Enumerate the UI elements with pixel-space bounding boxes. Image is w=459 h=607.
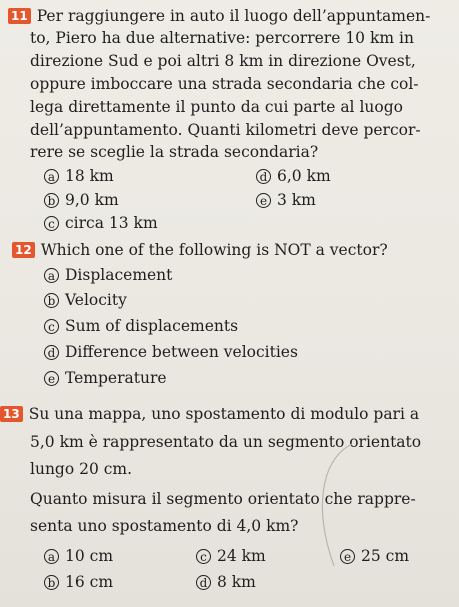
q13-option-e[interactable]: e 25 cm: [340, 546, 409, 566]
q12-option-c[interactable]: c Sum of displacements: [44, 316, 238, 336]
q13-option-c[interactable]: c 24 km: [196, 546, 266, 566]
question-12-line-1: 12 Which one of the following is NOT a vector?: [12, 240, 388, 260]
question-11-line-6: dell’appuntamento. Quanti kilometri deve percor-: [30, 121, 421, 139]
question-13-line-4: Quanto misura il segmento orientato che rappre-: [30, 490, 416, 508]
q11-option-d[interactable]: d 6,0 km: [256, 166, 331, 186]
question-11-line-1: 11 Per raggiungere in auto il luogo dell’appuntamen-: [8, 6, 430, 26]
question-11-line-3: direzione Sud e poi altri 8 km in direzione Ovest,: [30, 52, 416, 70]
q11-option-c[interactable]: c circa 13 km: [44, 213, 158, 233]
question-11-line-7: rere se sceglie la strada secondaria?: [30, 143, 319, 161]
question-11-number: 11: [8, 8, 31, 24]
question-11-line-2: to, Piero ha due alternative: percorrere 10 km in: [30, 29, 414, 47]
q12-option-d[interactable]: d Difference between velocities: [44, 342, 298, 362]
question-11-line-5: lega direttamente il punto da cui parte al luogo: [30, 98, 403, 116]
question-13-line-2: 5,0 km è rappresentato da un segmento orientato: [30, 433, 422, 451]
q13-option-b[interactable]: b 16 cm: [44, 572, 113, 592]
question-13-number: 13: [0, 406, 23, 422]
q11-option-e[interactable]: e 3 km: [256, 190, 316, 210]
question-11-line-4: oppure imboccare una strada secondaria che col-: [30, 75, 419, 93]
q12-option-e[interactable]: e Temperature: [44, 368, 167, 388]
pencil-mark-icon: [300, 440, 360, 570]
question-13-line-3: lungo 20 cm.: [30, 460, 133, 478]
question-12-number: 12: [12, 242, 35, 258]
q13-option-d[interactable]: d 8 km: [196, 572, 256, 592]
question-13-line-5: senta uno spostamento di 4,0 km?: [30, 517, 299, 535]
q11-option-b[interactable]: b 9,0 km: [44, 190, 119, 210]
q12-option-b[interactable]: b Velocity: [44, 290, 127, 310]
q13-option-a[interactable]: a 10 cm: [44, 546, 113, 566]
q12-option-a[interactable]: a Displacement: [44, 265, 172, 285]
question-13-line-1: 13 Su una mappa, uno spostamento di modulo pari a: [0, 404, 419, 424]
q11-option-a[interactable]: a 18 km: [44, 166, 114, 186]
